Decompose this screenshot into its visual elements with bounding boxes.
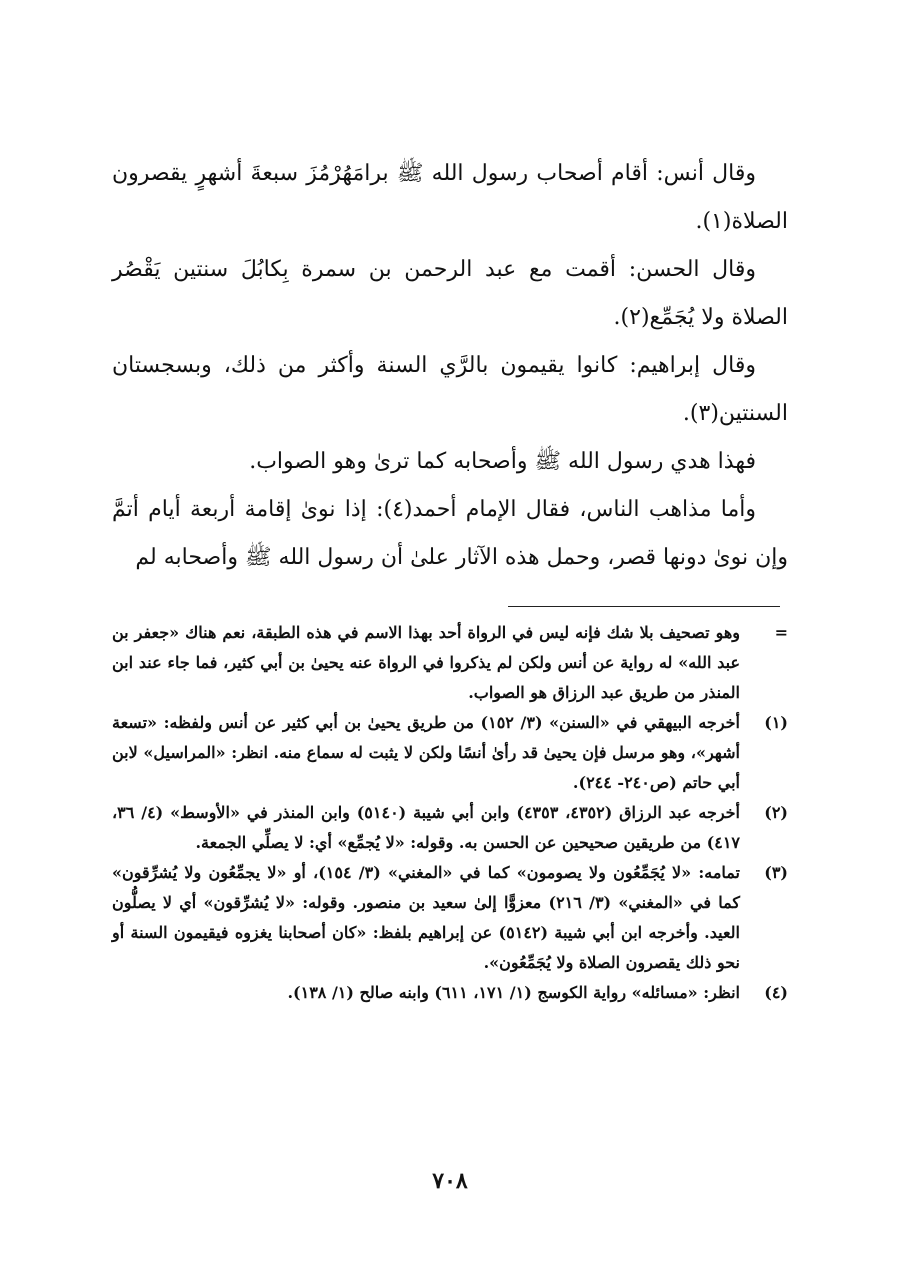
- footnote-1: [112, 708, 788, 798]
- main-text: [112, 150, 788, 582]
- footnotes: [112, 618, 788, 1008]
- footnote-marker: (٤): [764, 983, 788, 1002]
- footnote-marker: (١): [764, 713, 788, 732]
- paragraph-hadi: فهذا هدي رسول الله ﷺ وأصحابه كما ترىٰ وهو الصواب.: [249, 449, 756, 474]
- paragraph-hasan: وقال الحسن: أقمت مع عبد الرحمن بن سمرة بِكابُلَ سنتين يَقْصُر الصلاة ولا يُجَمِّع(٢).: [112, 257, 788, 330]
- paragraph-madhahib: وأما مذاهب الناس، فقال الإمام أحمد(٤): إذا نوىٰ إقامة أربعة أيام أتمَّ وإن نوىٰ دونها قصر، وحمل هذه الآثار علىٰ أن رسول الله ﷺ وأصحابه لم: [112, 497, 788, 570]
- footnote-marker: (٢): [764, 803, 788, 822]
- footnote-text: وهو تصحيف بلا شك فإنه ليس في الرواة أحد بهذا الاسم في هذه الطبقة، نعم هناك «جعفر بن عبد الله» له رواية عن أنس ولكن لم يذكروا في الرواة عنه يحيىٰ بن أبي كثير، فما جاء عند ابن المنذر من طريق عبد الرزاق هو الصواب.: [112, 623, 741, 702]
- page-number: ٧٠٨: [432, 1168, 468, 1194]
- footnote-marker: =: [774, 623, 788, 642]
- footnote-divider: [508, 606, 780, 607]
- footnote-text: انظر: «مسائله» رواية الكوسج (١/ ١٧١، ٦١١) وابنه صالح (١/ ١٣٨).: [287, 983, 740, 1002]
- paragraph-anas: وقال أنس: أقام أصحاب رسول الله ﷺ برامَهُرْمُزَ سبعةَ أشهرٍ يقصرون الصلاة(١).: [112, 161, 788, 234]
- footnote-text: أخرجه عبد الرزاق (٤٣٥٢، ٤٣٥٣) وابن أبي شيبة (٥١٤٠) وابن المنذر في «الأوسط» (٤/ ٣٦، ٤١٧) من طريقين صحيحين عن الحسن به. وقوله: «لا يُجمِّع» أي: لا يصلِّي الجمعة.: [112, 803, 741, 852]
- paragraph-ibrahim: وقال إبراهيم: كانوا يقيمون بالرَّي السنة وأكثر من ذلك، وبسجستان السنتين(٣).: [112, 353, 788, 426]
- footnote-text: أخرجه البيهقي في «السنن» (٣/ ١٥٢) من طريق يحيىٰ بن أبي كثير عن أنس ولفظه: «تسعة أشهر»، وهو مرسل فإن يحيىٰ قد رأىٰ أنسًا ولكن لا يثبت له سماع منه. انظر: «المراسيل» لابن أبي حاتم (ص٢٤٠- ٢٤٤).: [112, 713, 740, 792]
- footnote-marker: (٣): [764, 863, 788, 882]
- footnote-continuation: [112, 618, 788, 708]
- footnote-4: [112, 978, 788, 1008]
- footnote-3: [112, 858, 788, 978]
- footnote-text: تمامه: «لا يُجَمِّعُون ولا يصومون» كما في «المغني» (٣/ ١٥٤)، أو «لا يجمِّعُون ولا يُشرِّقون» كما في «المغني» (٣/ ٢١٦) معزوًّا إلىٰ سعيد بن منصور. وقوله: «لا يُشرِّقون» أي لا يصلُّون العيد. وأخرجه ابن أبي شيبة (٥١٤٢) عن إبراهيم بلفظ: «كان أصحابنا يغزوه فيقيمون السنة أو نحو ذلك يقصرون الصلاة ولا يُجَمِّعُون».: [112, 863, 741, 972]
- footnote-2: [112, 798, 788, 858]
